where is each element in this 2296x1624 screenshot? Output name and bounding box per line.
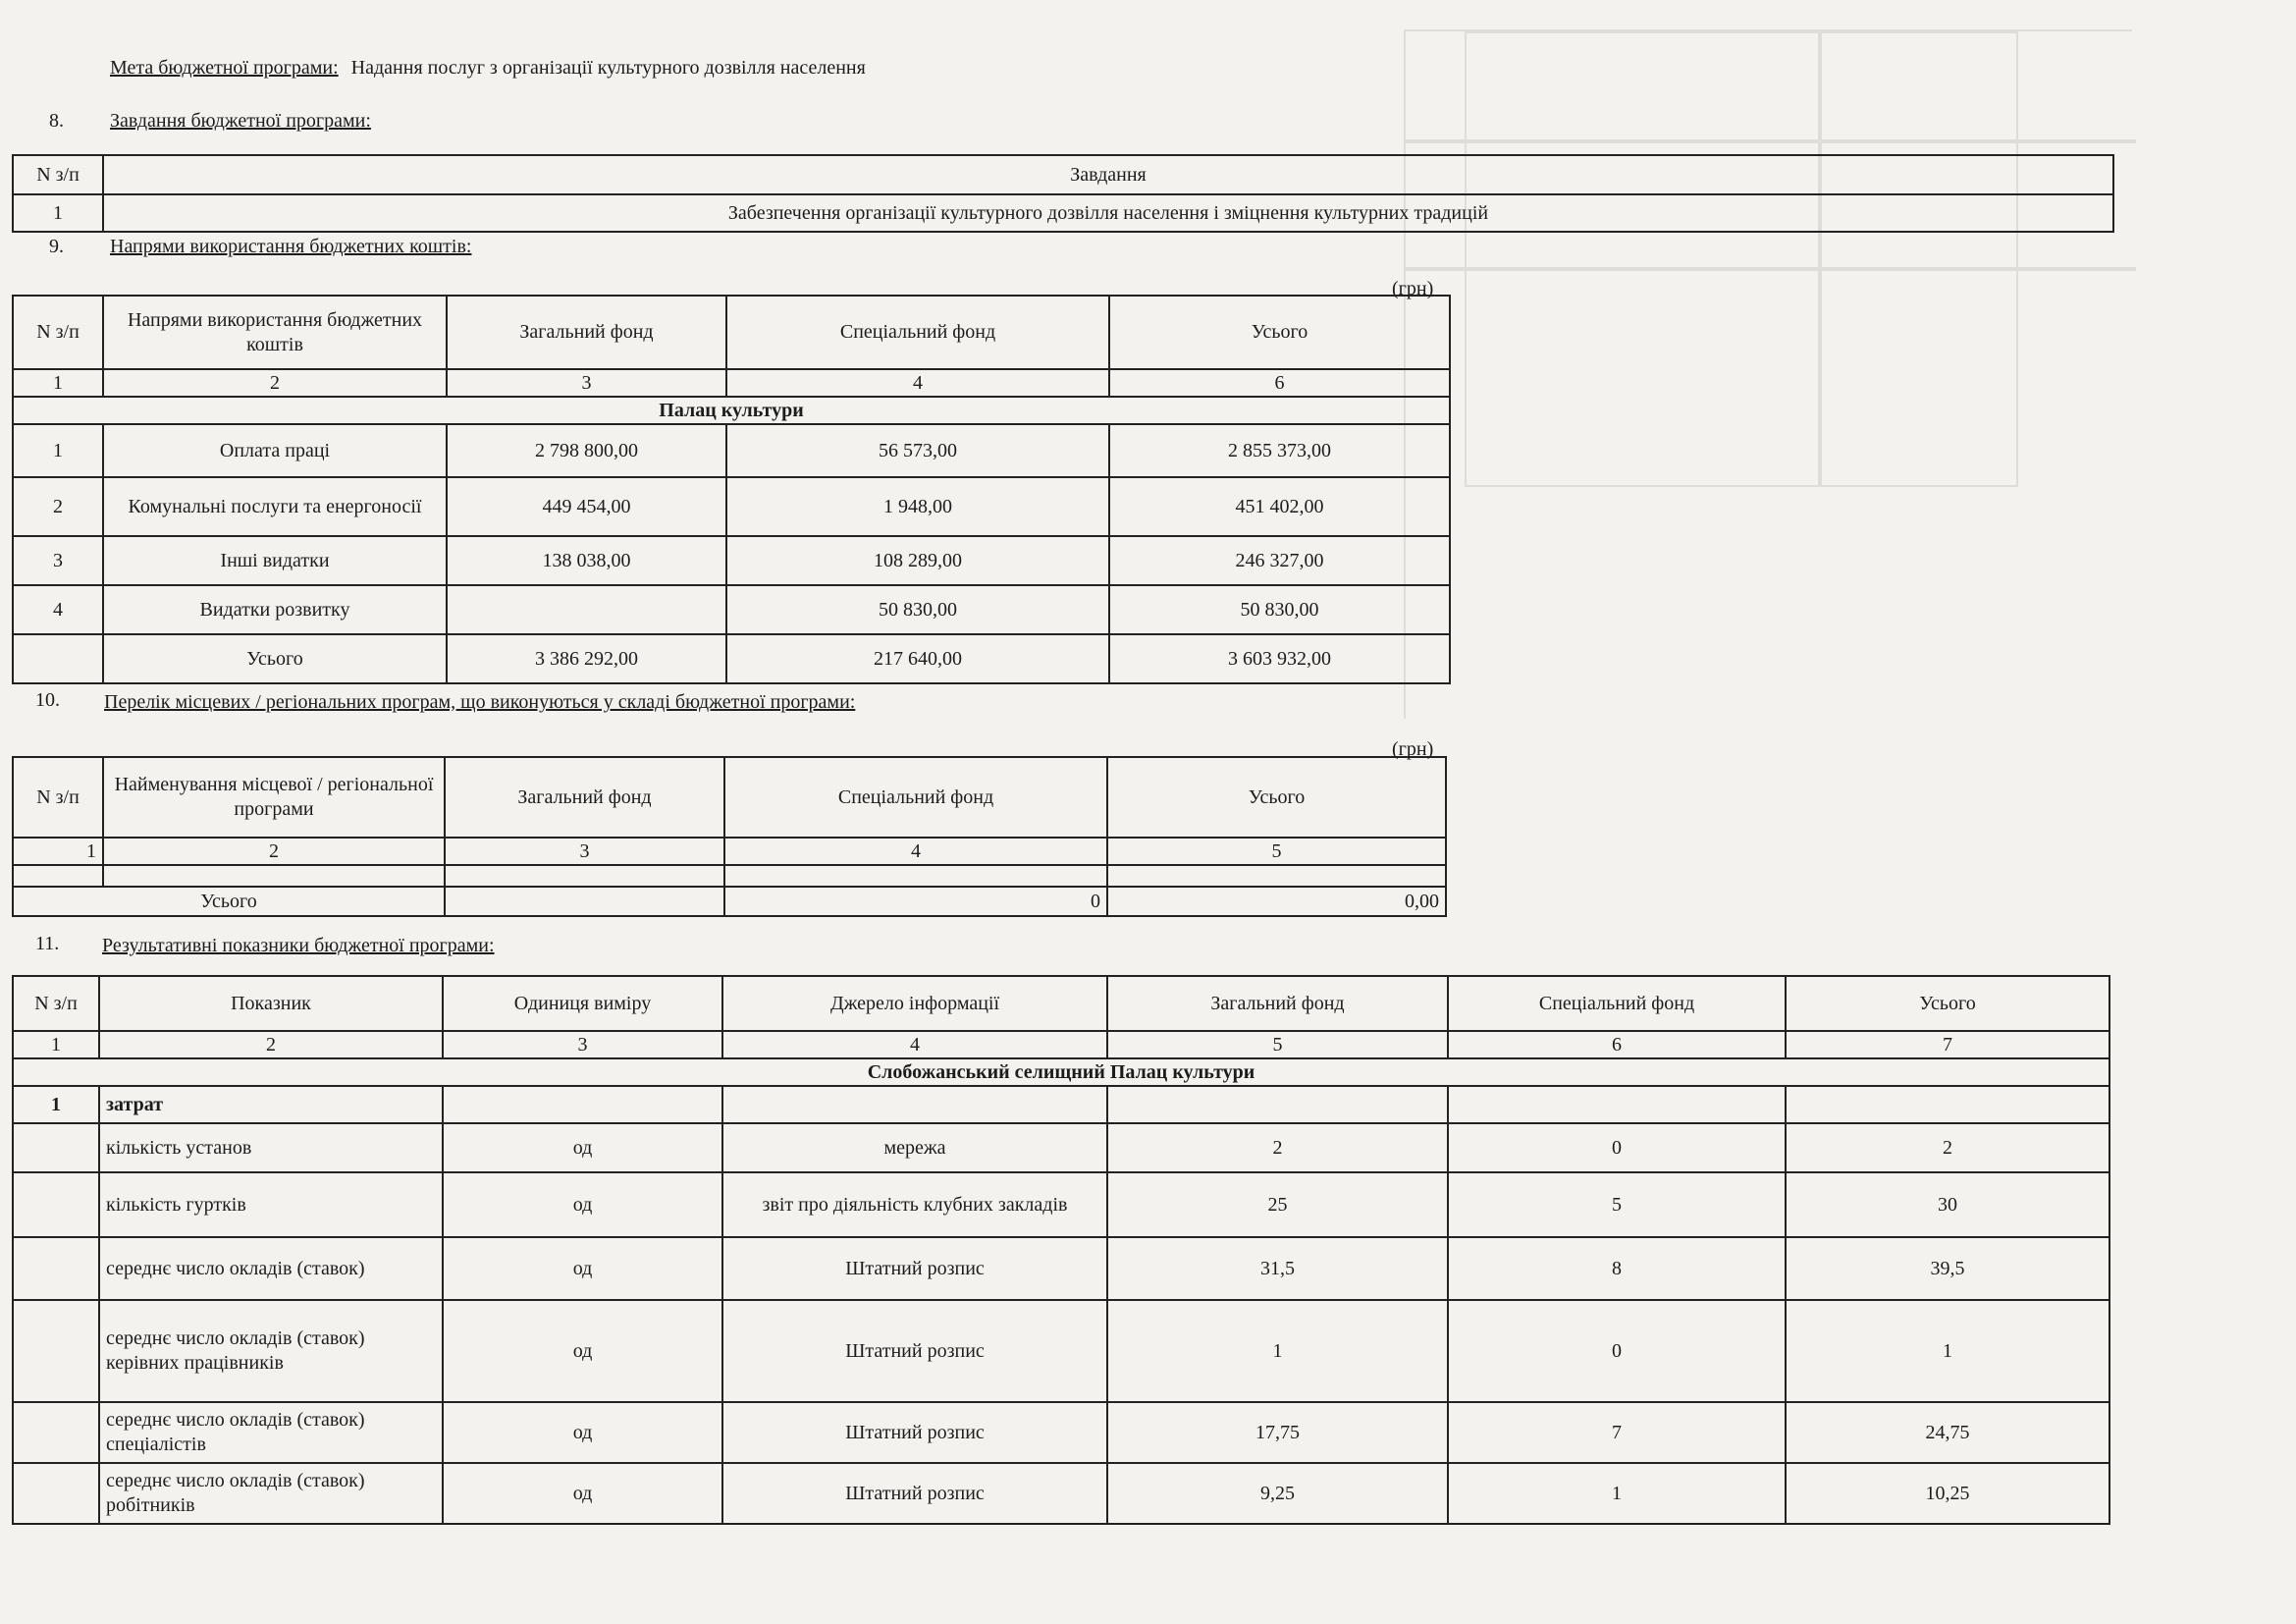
cell: 2 855 373,00 [1109, 424, 1450, 477]
directions-table [12, 295, 1451, 684]
group-row [13, 1086, 2109, 1123]
cell: кількість гуртків [99, 1172, 443, 1237]
cell: Штатний розпис [722, 1402, 1107, 1463]
goal-label: Мета бюджетної програми: [110, 57, 339, 79]
th-special-fund: Спеціальний фонд [726, 296, 1109, 369]
table-row [13, 1300, 2109, 1402]
cell [13, 634, 103, 683]
col-num: 1 [13, 369, 103, 397]
cell: од [443, 1123, 722, 1172]
col-num: 1 [13, 838, 103, 865]
indicators-table [12, 975, 2110, 1525]
cell: 50 830,00 [1109, 585, 1450, 634]
cell: 0 [724, 887, 1107, 916]
cell: од [443, 1172, 722, 1237]
cell: середнє число окладів (ставок) робітників [99, 1463, 443, 1524]
table-row [13, 1123, 2109, 1172]
th-total: Усього [1109, 296, 1450, 369]
cell: Усього [13, 887, 445, 916]
cell: од [443, 1402, 722, 1463]
cell: 30 [1786, 1172, 2109, 1237]
cell: 25 [1107, 1172, 1448, 1237]
cell: Інші видатки [103, 536, 447, 585]
s11-number: 11. [35, 933, 60, 954]
cell: Забезпечення організації культурного дозвілля населення і зміцнення культурних традицій [103, 194, 2113, 232]
th-total: Усього [1786, 976, 2109, 1031]
cell: 1 948,00 [726, 477, 1109, 536]
section-title: Палац культури [13, 397, 1450, 424]
cell: 1 [13, 424, 103, 477]
cell: 24,75 [1786, 1402, 2109, 1463]
goal-text: Надання послуг з організації культурного дозвілля населення [350, 57, 866, 79]
col-num: 5 [1107, 838, 1446, 865]
th-special-fund: Спеціальний фонд [724, 757, 1107, 838]
cell: Штатний розпис [722, 1237, 1107, 1300]
table-row [13, 424, 1450, 477]
th-indicator: Показник [99, 976, 443, 1031]
s10-title: Перелік місцевих / регіональних програм, що виконуються у складі бюджетної програми: [104, 691, 856, 713]
th-special-fund: Спеціальний фонд [1448, 976, 1786, 1031]
cell: Штатний розпис [722, 1300, 1107, 1402]
th-general-fund: Загальний фонд [445, 757, 724, 838]
cell: 2 798 800,00 [447, 424, 726, 477]
cell: 2 [1107, 1123, 1448, 1172]
th-total: Усього [1107, 757, 1446, 838]
bleed-through-shadow [1404, 29, 2132, 719]
goal-line [110, 57, 866, 80]
total-row [13, 634, 1450, 683]
th-num: N з/п [13, 757, 103, 838]
cell: 8 [1448, 1237, 1786, 1300]
th-task: Завдання [103, 155, 2113, 194]
cell: 0 [1448, 1123, 1786, 1172]
cell: 3 386 292,00 [447, 634, 726, 683]
cell: середнє число окладів (ставок) спеціалістів [99, 1402, 443, 1463]
table-row [13, 1402, 2109, 1463]
cell: 1 [1107, 1300, 1448, 1402]
table-row [13, 1172, 2109, 1237]
table-row [13, 194, 2113, 232]
tasks-table [12, 154, 2114, 233]
col-num: 6 [1109, 369, 1450, 397]
th-general-fund: Загальний фонд [447, 296, 726, 369]
cell: мережа [722, 1123, 1107, 1172]
cell: середнє число окладів (ставок) [99, 1237, 443, 1300]
th-program-name: Найменування місцевої / регіональної програми [103, 757, 445, 838]
cell: 217 640,00 [726, 634, 1109, 683]
col-num: 2 [99, 1031, 443, 1058]
col-num: 5 [1107, 1031, 1448, 1058]
th-num: N з/п [13, 155, 103, 194]
cell: 0,00 [1107, 887, 1446, 916]
cell: 56 573,00 [726, 424, 1109, 477]
cell: 138 038,00 [447, 536, 726, 585]
cell: 1 [1786, 1300, 2109, 1402]
cell: од [443, 1300, 722, 1402]
th-num: N з/п [13, 976, 99, 1031]
table-row [13, 1463, 2109, 1524]
s9-number: 9. [49, 236, 64, 257]
cell: кількість установ [99, 1123, 443, 1172]
cell: 3 [13, 536, 103, 585]
cell: 3 603 932,00 [1109, 634, 1450, 683]
cell: звіт про діяльність клубних закладів [722, 1172, 1107, 1237]
table-row [13, 536, 1450, 585]
col-num: 3 [445, 838, 724, 865]
programs-table [12, 756, 1447, 917]
col-num: 1 [13, 1031, 99, 1058]
cell: Штатний розпис [722, 1463, 1107, 1524]
s10-unit: (грн) [1392, 738, 1434, 760]
cell: 50 830,00 [726, 585, 1109, 634]
table-row [13, 585, 1450, 634]
group-number: 1 [13, 1086, 99, 1123]
cell: 1 [1448, 1463, 1786, 1524]
s9-title: Напрями використання бюджетних коштів: [110, 236, 472, 257]
cell: 10,25 [1786, 1463, 2109, 1524]
cell: 9,25 [1107, 1463, 1448, 1524]
cell: од [443, 1463, 722, 1524]
s11-title: Результативні показники бюджетної програми: [102, 935, 495, 956]
col-num: 2 [103, 369, 447, 397]
col-num: 7 [1786, 1031, 2109, 1058]
cell: 39,5 [1786, 1237, 2109, 1300]
s8-title: Завдання бюджетної програми: [110, 110, 371, 132]
cell: 2 [13, 477, 103, 536]
cell: середнє число окладів (ставок) керівних працівників [99, 1300, 443, 1402]
col-num: 4 [722, 1031, 1107, 1058]
cell: Усього [103, 634, 447, 683]
cell: 2 [1786, 1123, 2109, 1172]
col-num: 4 [724, 838, 1107, 865]
cell: 449 454,00 [447, 477, 726, 536]
cell: 5 [1448, 1172, 1786, 1237]
cell: 0 [1448, 1300, 1786, 1402]
th-source: Джерело інформації [722, 976, 1107, 1031]
s10-number: 10. [35, 689, 60, 711]
th-num: N з/п [13, 296, 103, 369]
table-row [13, 1237, 2109, 1300]
th-general-fund: Загальний фонд [1107, 976, 1448, 1031]
empty-row [13, 865, 1446, 887]
s9-unit: (грн) [1392, 278, 1434, 299]
col-num: 4 [726, 369, 1109, 397]
cell: 246 327,00 [1109, 536, 1450, 585]
s8-number: 8. [49, 110, 64, 132]
cell: 1 [13, 194, 103, 232]
table-row [13, 477, 1450, 536]
group-title: затрат [99, 1086, 443, 1123]
cell: 31,5 [1107, 1237, 1448, 1300]
cell: Оплата праці [103, 424, 447, 477]
th-unit: Одиниця виміру [443, 976, 722, 1031]
cell: од [443, 1237, 722, 1300]
col-num: 3 [443, 1031, 722, 1058]
cell: 7 [1448, 1402, 1786, 1463]
cell: 17,75 [1107, 1402, 1448, 1463]
col-num: 3 [447, 369, 726, 397]
th-direction: Напрями використання бюджетних коштів [103, 296, 447, 369]
col-num: 6 [1448, 1031, 1786, 1058]
cell: 108 289,00 [726, 536, 1109, 585]
cell: 451 402,00 [1109, 477, 1450, 536]
cell: 4 [13, 585, 103, 634]
cell [447, 585, 726, 634]
section-title: Слобожанський селищний Палац культури [13, 1058, 2109, 1086]
cell: Видатки розвитку [103, 585, 447, 634]
col-num: 2 [103, 838, 445, 865]
total-row [13, 887, 1446, 916]
cell: Комунальні послуги та енергоносії [103, 477, 447, 536]
